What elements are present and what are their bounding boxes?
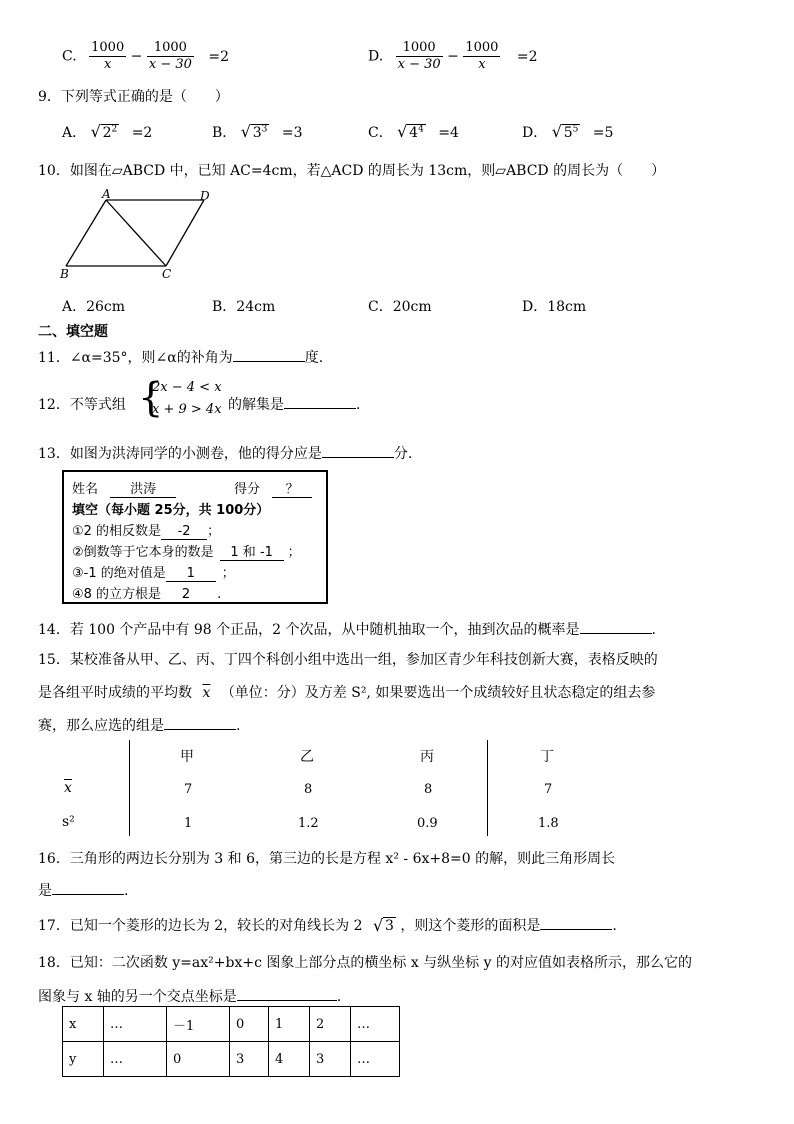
table-row — [63, 1007, 400, 1042]
question-text: 是各组平时成绩的平均数 — [38, 685, 192, 701]
equation-tail: =2 — [131, 125, 153, 141]
sqrt-expression: √ $4^4$ — [397, 122, 424, 142]
side-ab — [66, 200, 106, 266]
question-text: （单位：分）及方差 S², 如果要选出一个成绩较好且状态稳定的组去参 — [220, 685, 656, 701]
fraction — [89, 40, 126, 73]
answer-blank — [164, 715, 236, 730]
question-tail: . — [336, 989, 342, 1005]
sqrt-expression: √ $3^3$ — [240, 122, 268, 142]
name-label: 姓名 — [72, 482, 99, 497]
item-answer: 1 — [166, 566, 216, 582]
name-value: 洪涛 — [110, 478, 176, 498]
table-cell: … — [351, 1042, 400, 1077]
item-tail: ； — [287, 545, 301, 560]
answer-blank — [322, 443, 394, 458]
item-text: ①2 的相反数是 — [72, 524, 162, 539]
quiz-item-4 — [72, 583, 221, 603]
table-cell: 1.2 — [298, 816, 319, 831]
table-cell: －1 — [167, 1007, 230, 1042]
q18-line-1: 18．已知：二次函数 y=ax²+bx+c 图象上部分点的横坐标 x 与纵坐标 y 的对应值如表格所示，那么它的 — [38, 955, 692, 971]
question-tail: 分. — [393, 446, 413, 462]
equation-tail: =3 — [281, 125, 303, 141]
q10-option-b: B．24cm — [212, 299, 276, 315]
diagonal-ac — [106, 200, 166, 266]
vertex-label-d: D — [200, 189, 210, 203]
exponent: 3 — [261, 124, 268, 135]
item-tail: ； — [221, 566, 235, 581]
vertex-label-b: B — [60, 267, 69, 280]
side-dc — [166, 200, 204, 266]
option-label: D. — [368, 48, 384, 65]
row-label-variance: s² — [62, 814, 75, 830]
minus-sign: − — [447, 48, 459, 65]
answer-blank — [52, 880, 124, 895]
denominator: x — [478, 57, 486, 72]
table-cell: 1 — [269, 1007, 310, 1042]
header-cell: 丁 — [540, 749, 554, 765]
item-tail: ； — [207, 524, 221, 539]
base: 4 — [409, 125, 419, 141]
table-cell: x — [63, 1007, 104, 1042]
minus-sign: − — [130, 48, 143, 65]
fraction — [396, 40, 443, 73]
score-label: 得分 — [234, 482, 261, 497]
answer-blank — [237, 986, 337, 1001]
base: 5 — [563, 125, 573, 141]
option-label: B． — [212, 125, 237, 141]
question-tail: 度. — [304, 350, 324, 366]
table-cell: 0 — [230, 1007, 269, 1042]
radicand: 3 — [384, 918, 394, 934]
question-text: 是 — [38, 883, 52, 899]
header-cell: 甲 — [180, 749, 194, 765]
denominator: x − 30 — [397, 57, 441, 72]
quiz-item-1 — [72, 520, 220, 540]
q8-option-d — [368, 40, 538, 73]
question-tail: . — [236, 718, 241, 734]
table-cell: … — [104, 1007, 167, 1042]
inequality-2: x + 9 > 4x — [152, 402, 222, 417]
quiz-item-3 — [72, 562, 235, 582]
answer-blank — [233, 347, 305, 362]
option-label: C. — [62, 48, 77, 65]
inequality-1: 2x − 4 < x — [152, 380, 222, 395]
table-cell: 7 — [544, 782, 553, 797]
table-cell: 8 — [424, 782, 433, 797]
q12-tail — [228, 394, 360, 414]
item-answer: 1 和 -1 — [220, 541, 284, 561]
sqrt-expression: √ 3 — [372, 916, 394, 935]
value-table — [62, 1006, 400, 1077]
answer-blank — [540, 915, 612, 930]
q11 — [38, 347, 323, 367]
q9-option-a — [62, 122, 152, 142]
item-tail: . — [217, 587, 222, 602]
question-text: 赛，那么应选的组是 — [38, 718, 164, 734]
quiz-card — [62, 470, 328, 604]
question-text: 11．∠α=35°，则∠α的补角为 — [38, 350, 233, 366]
mean-symbol: $\overline{x}$ — [202, 685, 211, 701]
table-divider — [129, 740, 130, 836]
item-text: ③-1 的绝对值是 — [72, 566, 166, 581]
table-row — [63, 1042, 400, 1077]
denominator: x — [104, 57, 112, 72]
table-cell: 1.8 — [538, 816, 559, 831]
q9-option-b — [212, 122, 303, 142]
item-text: ④8 的立方根是 — [72, 587, 162, 602]
q9-option-c — [368, 122, 459, 142]
numerator: 1000 — [91, 40, 125, 55]
q10-stem: 10．如图在▱ABCD 中，已知 AC=4cm，若△ACD 的周长为 13cm，则▱ABCD 的周长为（ ） — [38, 163, 666, 179]
score-value: ？ — [272, 478, 312, 498]
base: 2 — [102, 125, 112, 141]
question-text: 13．如图为洪涛同学的小测卷，他的得分应是 — [38, 446, 322, 462]
table-divider — [487, 740, 488, 836]
item-answer: 2 — [161, 587, 211, 603]
question-text: 17．已知一个菱形的边长为 2，较长的对角线长为 2 — [38, 918, 363, 934]
quiz-header — [72, 478, 176, 498]
sqrt-expression: √ $5^5$ — [551, 122, 579, 142]
fraction — [463, 40, 500, 73]
exponent: 2 — [111, 124, 118, 135]
q13 — [38, 443, 412, 463]
question-tail: . — [356, 397, 361, 413]
question-tail: . — [124, 883, 129, 899]
table-cell: 1 — [184, 816, 193, 831]
table-cell: 7 — [184, 782, 193, 797]
q10-option-c: C．20cm — [368, 299, 432, 315]
header-cell: 乙 — [300, 749, 314, 765]
question-tail: . — [612, 918, 617, 934]
vertex-label-a: A — [102, 188, 111, 201]
vertex-label-c: C — [162, 267, 172, 280]
table-cell: 0 — [167, 1042, 230, 1077]
option-label: A． — [62, 125, 87, 141]
question-text: 14．若 100 个产品中有 98 个正品，2 个次品，从中随机抽取一个，抽到次品的概率是 — [38, 622, 580, 638]
q17 — [38, 915, 617, 935]
section-heading: 二、填空题 — [38, 324, 108, 340]
row-label-mean: $\overline{x}$ — [64, 780, 72, 796]
numerator: 1000 — [147, 40, 194, 57]
table-cell: … — [104, 1042, 167, 1077]
equation-tail: =2 — [208, 48, 229, 65]
equation-tail: =5 — [592, 125, 614, 141]
quiz-item-2 — [72, 541, 301, 561]
question-text: 的解集是 — [228, 397, 284, 413]
table-cell: 3 — [230, 1042, 269, 1077]
quiz-title: 填空（每小题 25分，共 100分） — [72, 503, 270, 518]
answer-blank — [284, 394, 356, 409]
q15-line-2 — [38, 682, 655, 702]
table-cell: y — [63, 1042, 104, 1077]
item-answer: -2 — [161, 524, 207, 540]
question-text: 12．不等式组 — [38, 397, 126, 413]
q16-line-1: 16．三角形的两边长分别为 3 和 6，第三边的长是方程 x² - 6x+8=0 的解，则此三角形周长 — [38, 851, 616, 867]
question-text: 图象与 x 轴的另一个交点坐标是 — [38, 989, 237, 1005]
equation-tail: =2 — [516, 48, 538, 65]
denominator: x − 30 — [148, 57, 192, 72]
answer-blank — [580, 619, 652, 634]
numerator: 1000 — [465, 40, 499, 55]
option-label: D． — [522, 125, 548, 141]
numerator: 1000 — [396, 40, 443, 57]
header-cell: 丙 — [420, 749, 434, 765]
fraction — [147, 40, 194, 73]
table-cell: 0.9 — [417, 816, 438, 831]
q9-option-d — [522, 122, 613, 142]
exponent: 5 — [572, 124, 579, 135]
brace-icon: { — [138, 375, 164, 421]
q18-line-2 — [38, 986, 341, 1006]
table-cell: 3 — [310, 1042, 351, 1077]
sqrt-expression: √ $2^2$ — [90, 122, 118, 142]
base: 3 — [252, 125, 262, 141]
option-label: C． — [368, 125, 393, 141]
exponent: 4 — [418, 124, 424, 135]
q16-line-2 — [38, 880, 128, 900]
table-cell: 4 — [269, 1042, 310, 1077]
table-cell: … — [351, 1007, 400, 1042]
q10-option-a: A．26cm — [62, 299, 126, 315]
q8-option-c — [62, 40, 229, 73]
q15-line-3 — [38, 715, 240, 735]
question-tail: . — [651, 622, 656, 638]
item-text: ②倒数等于它本身的数是 — [72, 545, 214, 560]
score-area — [234, 478, 312, 498]
q15-line-1: 15．某校准备从甲、乙、丙、丁四个科创小组中选出一组，参加区青少年科技创新大赛，表格反映的 — [38, 652, 658, 668]
q9-stem: 9．下列等式正确的是（ ） — [38, 89, 229, 105]
question-text: ，则这个菱形的面积是 — [400, 918, 541, 934]
q10-option-d: D．18cm — [522, 299, 587, 315]
table-cell: 8 — [304, 782, 313, 797]
q14 — [38, 619, 656, 639]
parallelogram-figure — [58, 188, 218, 280]
table-cell: 2 — [310, 1007, 351, 1042]
equation-tail: =4 — [438, 125, 459, 141]
